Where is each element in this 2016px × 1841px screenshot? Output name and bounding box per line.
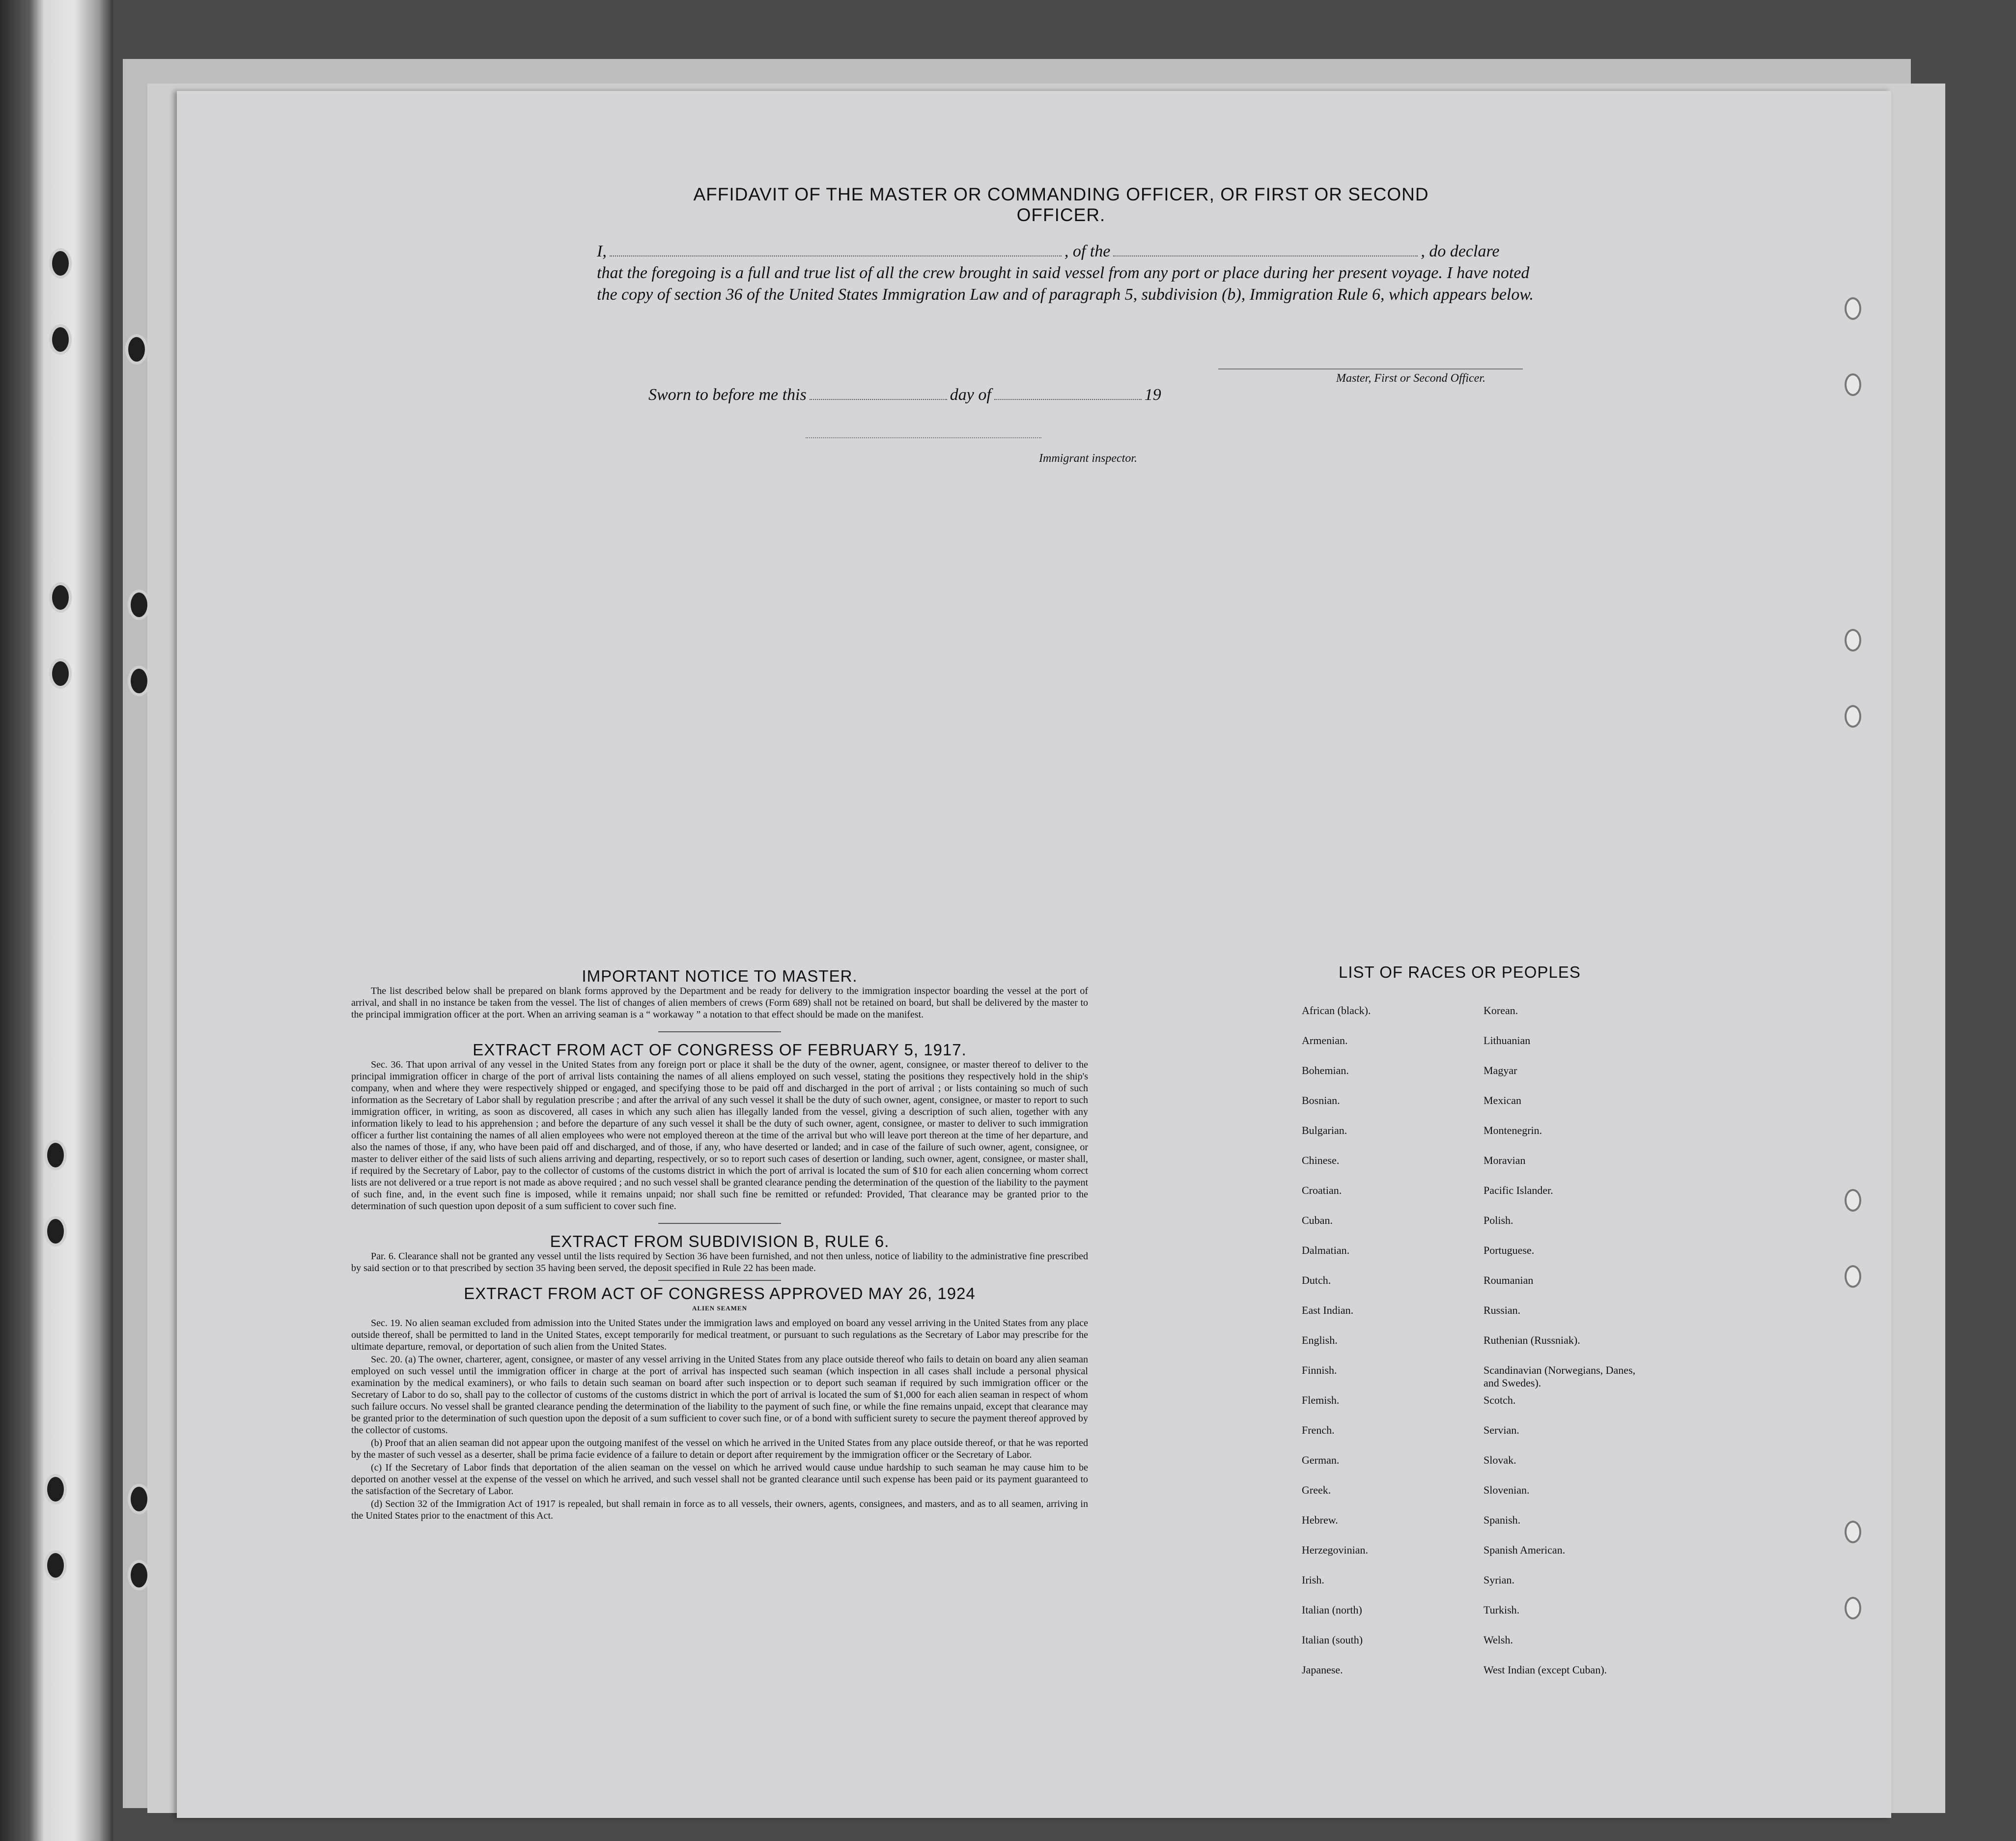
- race-item: Scandinavian (Norwegians, Danes, and Swedes).: [1484, 1364, 1636, 1389]
- punch-hole: [1845, 1597, 1861, 1619]
- race-item: Croatian.: [1302, 1184, 1342, 1196]
- divider: [658, 1280, 781, 1281]
- race-item: Spanish American.: [1484, 1544, 1566, 1556]
- race-item: Servian.: [1484, 1424, 1519, 1436]
- form-page: [177, 91, 1891, 1818]
- of-the-label: , of the: [1064, 242, 1111, 260]
- race-item: Bulgarian.: [1302, 1124, 1347, 1136]
- sworn-label: Sworn to before me this: [648, 386, 807, 404]
- punch-hole: [1845, 1189, 1861, 1212]
- race-item: Turkish.: [1484, 1604, 1520, 1616]
- day-field[interactable]: [810, 398, 947, 400]
- race-item: West Indian (except Cuban).: [1484, 1664, 1607, 1676]
- race-item: French.: [1302, 1424, 1335, 1436]
- punch-hole: [44, 1474, 67, 1504]
- punch-hole: [1845, 373, 1861, 396]
- punch-hole: [128, 1560, 150, 1590]
- races-columns: [1302, 1004, 1744, 1694]
- extract-1924-heading: EXTRACT FROM ACT OF CONGRESS APPROVED MAY 26, 1924: [464, 1284, 976, 1303]
- race-item: East Indian.: [1302, 1304, 1354, 1316]
- race-item: Magyar: [1484, 1064, 1517, 1076]
- punch-hole: [49, 582, 72, 613]
- punch-hole: [128, 666, 150, 696]
- race-item: Slovenian.: [1484, 1484, 1530, 1496]
- extract-1924-sec20c: (c) If the Secretary of Labor finds that deportation of the alien seaman on the vessel on which he arrived would cause undue hardship to such seaman he may cause him to be deported on another vessel at the expense of the vessel on which he arrived, and such vessel shall not be granted clearance until such expense has been paid or its payment guaranteed to the satisfaction of the Secretary of Labor.: [351, 1462, 1088, 1497]
- races-section: [1302, 963, 1744, 1694]
- extract-rule6-text: Par. 6. Clearance shall not be granted any vessel until the lists required by Section 36 have been furnished, and not then unless, notice of liability to the administrative fine prescribed by said section or to that prescribed by section 35 having been served, the deposit specified in Rule 22 has been made.: [351, 1251, 1088, 1274]
- races-left-column: [1302, 1004, 1484, 1694]
- notice-heading: IMPORTANT NOTICE TO MASTER.: [582, 967, 858, 985]
- punch-hole: [1845, 297, 1861, 320]
- inspector-label: Immigrant inspector.: [1039, 452, 1137, 465]
- race-item: Flemish.: [1302, 1394, 1340, 1406]
- race-item: Greek.: [1302, 1484, 1331, 1496]
- race-item: Mexican: [1484, 1094, 1521, 1106]
- punch-hole: [44, 1216, 67, 1246]
- race-item: English.: [1302, 1334, 1338, 1346]
- race-item: Welsh.: [1484, 1634, 1513, 1646]
- signature-label: Master, First or Second Officer.: [1336, 372, 1485, 385]
- race-item: Herzegovinian.: [1302, 1544, 1368, 1556]
- race-item: Irish.: [1302, 1574, 1324, 1586]
- race-item: Russian.: [1484, 1304, 1521, 1316]
- vessel-field[interactable]: [1113, 255, 1418, 256]
- year-label: 19: [1144, 386, 1161, 404]
- race-item: Slovak.: [1484, 1454, 1516, 1466]
- race-item: Cuban.: [1302, 1214, 1333, 1226]
- punch-hole: [125, 334, 148, 365]
- extract-1924-subheading: ALIEN SEAMEN: [692, 1304, 748, 1312]
- race-item: Chinese.: [1302, 1154, 1340, 1166]
- race-item: Ruthenian (Russniak).: [1484, 1334, 1580, 1346]
- races-heading: LIST OF RACES OR PEOPLES: [1339, 963, 1581, 981]
- punch-hole: [1845, 1521, 1861, 1543]
- race-item: Bohemian.: [1302, 1064, 1349, 1076]
- extract-rule6-heading: EXTRACT FROM SUBDIVISION B, RULE 6.: [550, 1232, 890, 1250]
- race-item: Finnish.: [1302, 1364, 1337, 1376]
- race-item: Polish.: [1484, 1214, 1513, 1226]
- name-field[interactable]: [610, 255, 1062, 256]
- race-item: Italian (south): [1302, 1634, 1363, 1646]
- extract-1917-text: Sec. 36. That upon arrival of any vessel in the United States from any foreign port or place it shall be the duty of the owner, agent, consignee, or master thereof to deliver to the principal immigration officer in charge of the port of arrival lists containing the names of all aliens employed on such vessel, stating the positions they respectively hold in the ship's company, when and where they were respectively shipped or engaged, and specifying those to be paid off and discharged in the port of arrival ; or lists containing so much of such information as the Secretary of Labor shall by regulation prescribe ; and after the arrival of any such vessel it shall be the duty of such owner, agent, consignee, or master to report to such immigration officer, in writing, as soon as discovered, all cases in which any such alien has illegally landed from the vessel, giving a description of such alien, together with any information likely to lead to his apprehension ; and before the departure of any such vessel it shall be the duty of such owner, agent, consignee, or master to deliver to such immigration officer a further list containing the names of all alien employees who were not employed thereon at the time of the arrival but who will leave port thereon at the time of her departure, and also the names of those, if any, who have been paid off and discharged, and of those, if any, who have deserted or landed; and in case of the failure of such owner, agent, consignee, or master to deliver either of the said lists of such aliens arriving and departing, respectively, or so to report such cases of desertion or landing, such owner, agent, consignee, or master shall, if required by the Secretary of Labor, pay to the collector of customs of the customs district in which the port of arrival is located the sum of $10 for each alien concerning whom correct lists are not delivered or a true report is not made as above required ; and no such vessel shall be granted clearance pending the determination of the question of the liability to the payment of such fine, and, in the event such fine is imposed, while it remains unpaid; nor shall such fine be remitted or refunded: Provided, That clearance may be granted prior to the determination of such question upon deposit of a sum sufficient to cover such fine.: [351, 1059, 1088, 1212]
- race-item: Lithuanian: [1484, 1034, 1531, 1047]
- extract-1924-sec19: Sec. 19. No alien seaman excluded from admission into the United States under the immigration laws and employed on board any vessel arriving in the United States from any place outside thereof, shall be permitted to land in the United States, except temporarily for medical treatment, or pursuant to such regulations as the Secretary of Labor may prescribe for the ultimate departure, removal, or deportation of such alien from the United States.: [351, 1318, 1088, 1352]
- race-item: Pacific Islander.: [1484, 1184, 1553, 1196]
- punch-hole: [128, 590, 150, 620]
- extract-1924-sec20b: (b) Proof that an alien seaman did not appear upon the outgoing manifest of the vessel on which he arrived in the United States from any place outside thereof, or that he was reported by the master of such vessel as a deserter, shall be prima facie evidence of a failure to detain or deport after requirement by the immigration officer or the Secretary of Labor.: [351, 1438, 1088, 1460]
- race-item: German.: [1302, 1454, 1340, 1466]
- extract-1924-sec20a: Sec. 20. (a) The owner, charterer, agent, consignee, or master of any vessel arriving in the United States from any place outside thereof who fails to detain on board any alien seaman employed on such vessel until the immigration officer in charge at the port of arrival has inspected such seaman (which inspection in all cases shall include a personal physical examination by the medical examiners), or who fails to detain such seaman on board after such inspection or to deport such seaman if required by such immigration officer or the Secretary of Labor to do so, shall pay to the collector of customs of the customs district in which the port of arrival is located the sum of $1,000 for each alien seaman in respect of whom such failure occurs. No vessel shall be granted clearance pending the determination of the liability to the payment of such fine, or while the fine remains unpaid, except that clearance may be granted prior to the determination of such question upon the deposit of a sum sufficient to cover such fine, or of a bond with sufficient surety to secure the payment thereof approved by the collector of customs.: [351, 1354, 1088, 1436]
- notice-section: [351, 967, 1088, 1523]
- day-of-label: day of: [950, 386, 991, 404]
- divider: [658, 1031, 781, 1032]
- punch-hole: [1845, 705, 1861, 728]
- punch-hole: [128, 1484, 150, 1514]
- notice-text: The list described below shall be prepared on blank forms approved by the Department and be ready for delivery to the immigration inspector boarding the vessel at the port of arrival, and shall in no instance be taken from the vessel. The list of changes of alien members of crews (Form 689) shall not be retained on board, but shall be delivered by the master to the principal immigration officer at the port. When an arriving seaman is a “ workaway ” a notation to that effect should be made on the manifest.: [351, 986, 1088, 1020]
- race-item: Bosnian.: [1302, 1094, 1340, 1106]
- sworn-line: [648, 386, 1161, 404]
- race-item: Scotch.: [1484, 1394, 1516, 1406]
- race-item: Italian (north): [1302, 1604, 1362, 1616]
- affidavit-title: AFFIDAVIT OF THE MASTER OR COMMANDING OFFICER, OR FIRST OR SECOND OFFICER.: [693, 184, 1429, 225]
- race-item: Spanish.: [1484, 1514, 1521, 1526]
- month-field[interactable]: [994, 398, 1142, 400]
- extract-1917-heading: EXTRACT FROM ACT OF CONGRESS OF FEBRUARY 5, 1917.: [473, 1041, 967, 1059]
- race-item: Roumanian: [1484, 1274, 1534, 1286]
- inspector-line[interactable]: [806, 437, 1041, 438]
- race-item: Dutch.: [1302, 1274, 1331, 1286]
- race-item: Montenegrin.: [1484, 1124, 1542, 1136]
- punch-hole: [49, 658, 72, 689]
- punch-hole: [44, 1550, 67, 1581]
- punch-hole: [49, 324, 72, 355]
- race-item: Portuguese.: [1484, 1244, 1535, 1256]
- race-item: African (black).: [1302, 1004, 1371, 1017]
- punch-hole: [1845, 629, 1861, 651]
- divider: [658, 1223, 781, 1224]
- punch-hole: [44, 1140, 67, 1170]
- race-item: Armenian.: [1302, 1034, 1348, 1047]
- race-item: Japanese.: [1302, 1664, 1343, 1676]
- declaration-text: that the foregoing is a full and true list of all the crew brought in said vessel from any port or place during her present voyage. I have noted the copy of section 36 of the United States Immigration Law and of paragraph 5, subdivision (b), Immigration Rule 6, which appears below.: [597, 264, 1534, 304]
- race-item: Hebrew.: [1302, 1514, 1338, 1526]
- signature-line[interactable]: [1218, 368, 1523, 369]
- declaration-block: [597, 241, 1727, 306]
- punch-hole: [1845, 1265, 1861, 1288]
- race-item: Syrian.: [1484, 1574, 1514, 1586]
- race-item: Korean.: [1484, 1004, 1518, 1017]
- punch-hole: [49, 248, 72, 279]
- race-item: Moravian: [1484, 1154, 1526, 1166]
- extract-1924-sec20d: (d) Section 32 of the Immigration Act of 1917 is repealed, but shall remain in force as to all vessels, their owners, agents, consignees, and masters, and as to all seamen, arriving in the United States prior to the enactment of this Act.: [351, 1499, 1088, 1521]
- i-label: I,: [597, 242, 607, 260]
- do-declare-label: , do declare: [1421, 242, 1500, 260]
- races-right-column: [1484, 1004, 1665, 1694]
- race-item: Dalmatian.: [1302, 1244, 1350, 1256]
